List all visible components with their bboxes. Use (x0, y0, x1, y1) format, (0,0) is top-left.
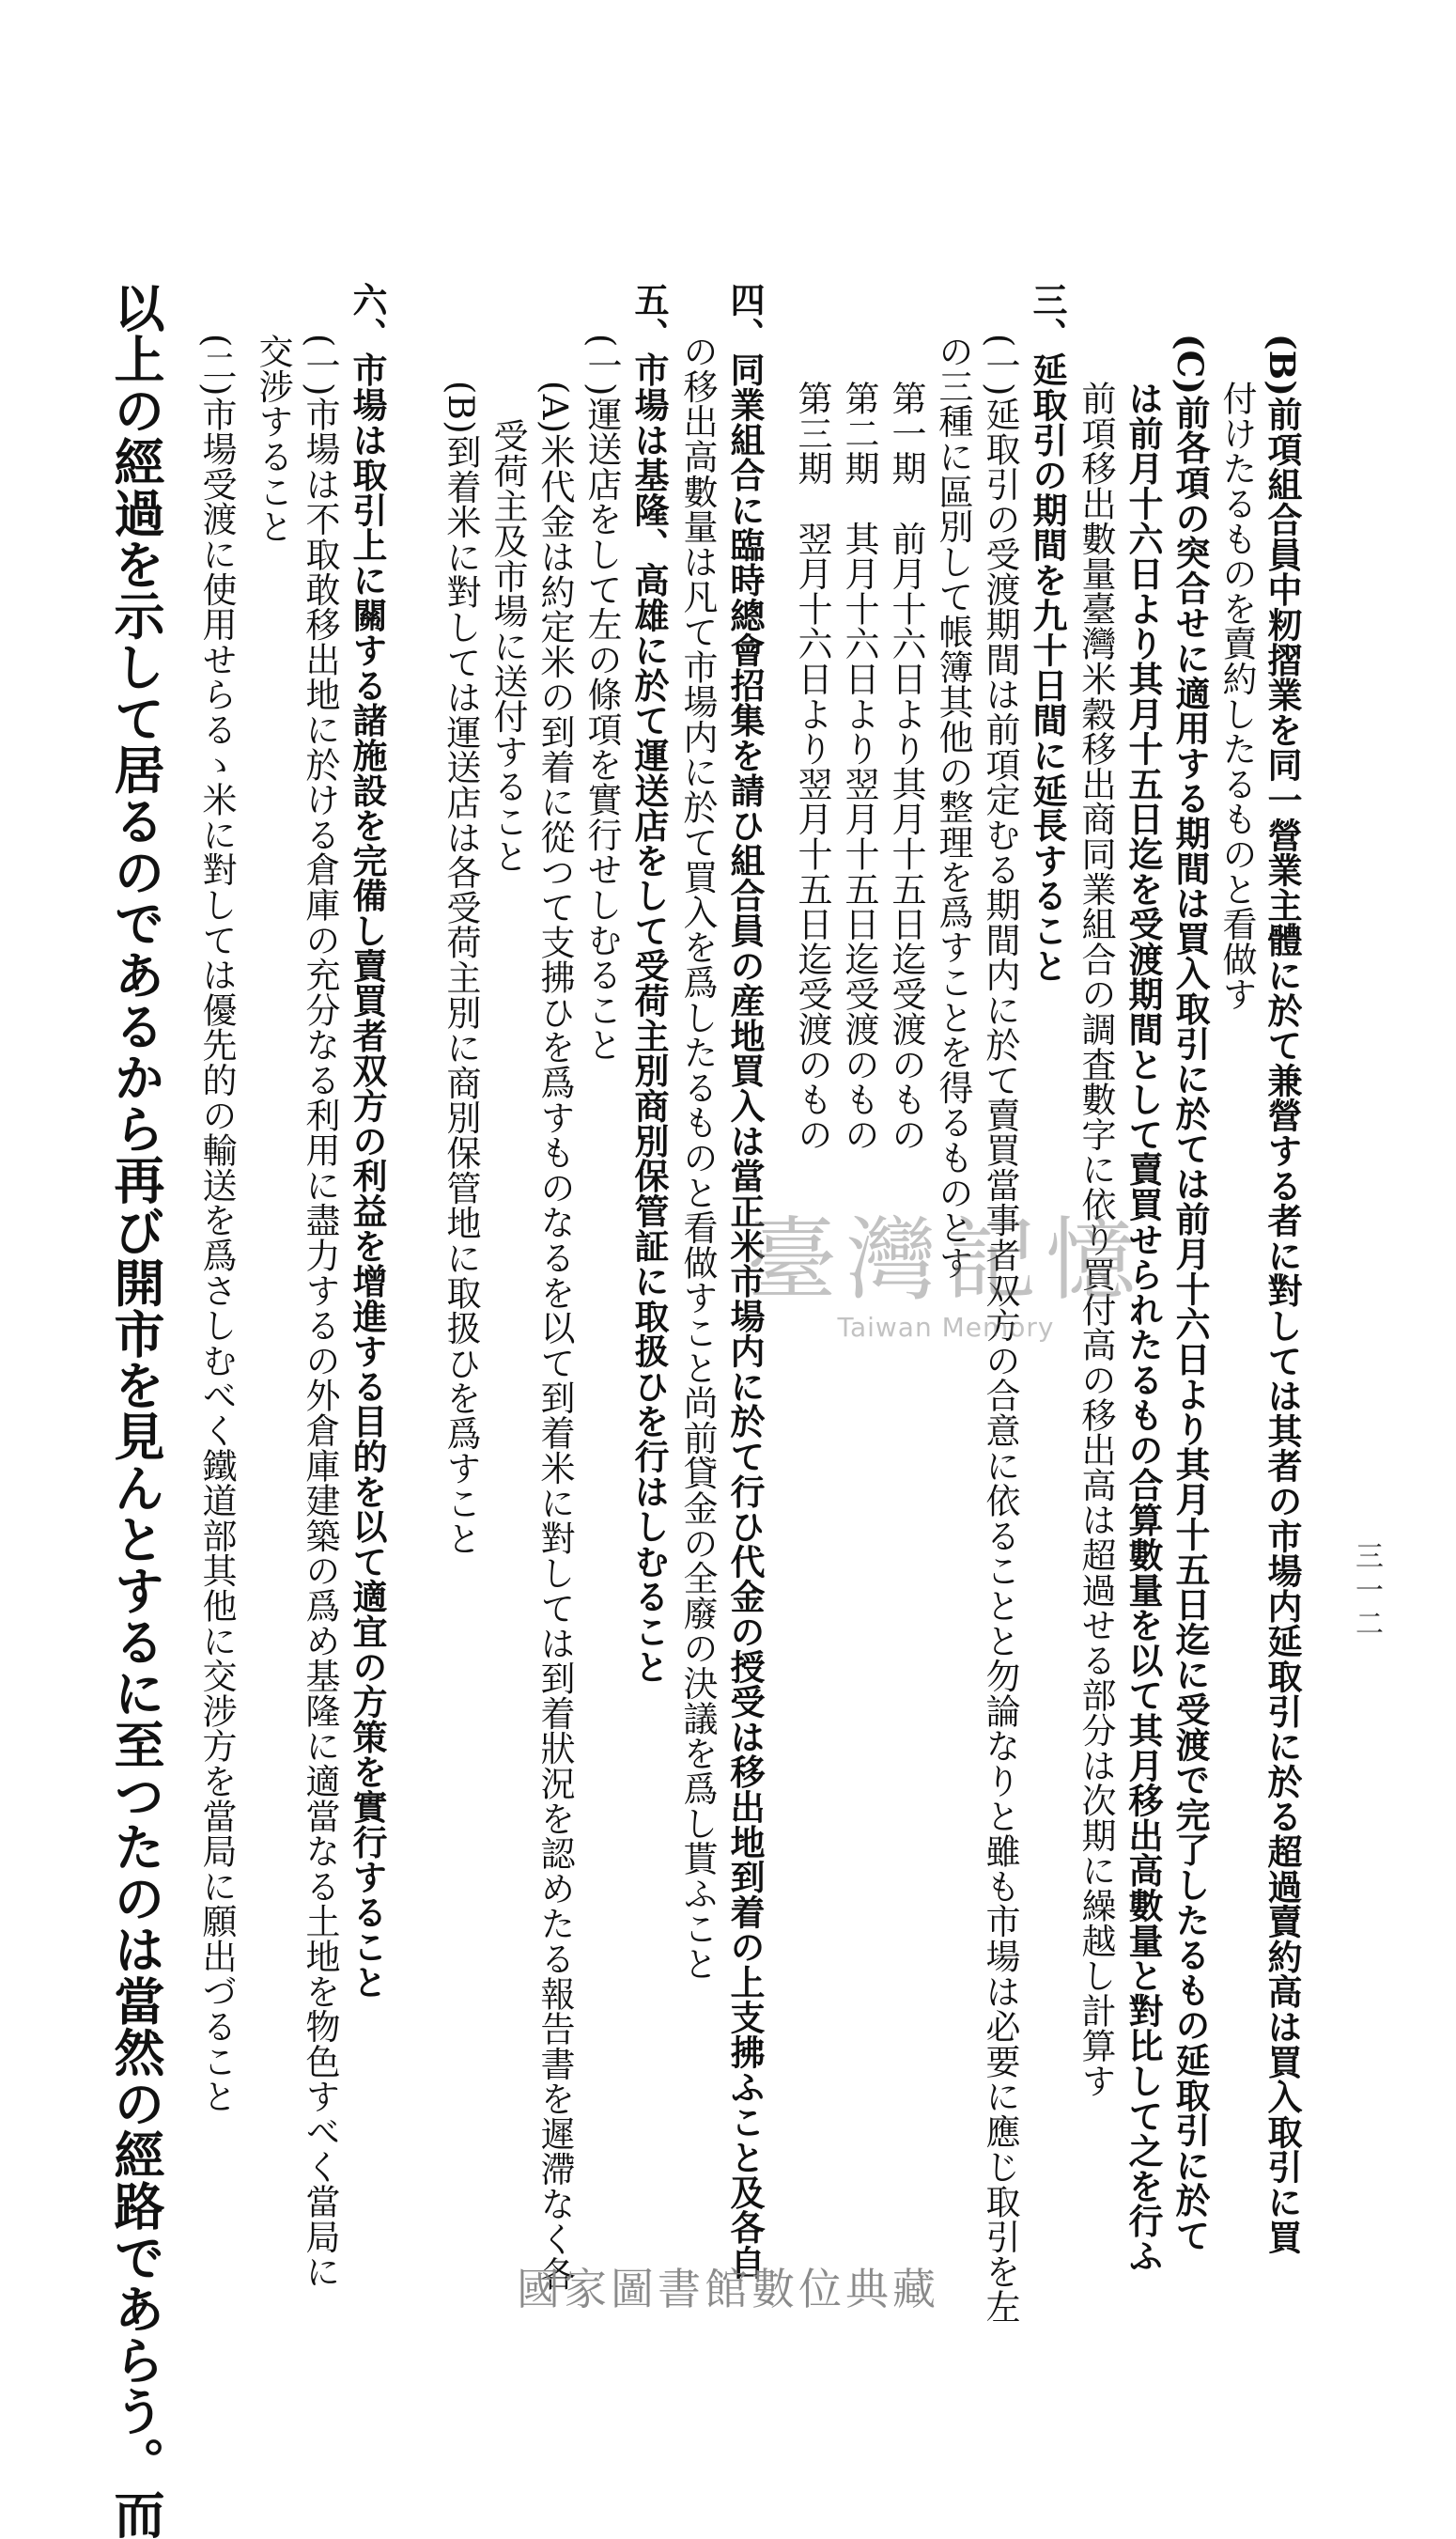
watermark (747, 1189, 1145, 1343)
text-column-3: (C)前各項の突合せに適用する期間は買入取引に於ては前月十六日より其月十五日迄に受渡で完了したるもの延取引に於て (1169, 334, 1211, 2253)
text-column-20: (一)市場は不取敢移出地に於ける倉庫の充分なる利用に盡力するの外倉庫建築の爲め基隆に適當なる土地を物色すべく當局に (300, 334, 340, 2289)
text-column-11: 第三期 翌月十六日より翌月十五日迄受渡のもの (792, 381, 832, 1152)
watermark-title: 臺灣記憶 (747, 1207, 1145, 1313)
text-column-17: 受荷主及市場に送付すること (488, 418, 528, 874)
text-column-13: の移出高數量は凡て市場内に於て買入を爲したるものと看做すこと尚前貸金の全廢の決議を爲し貰ふこと (677, 334, 718, 1982)
text-column-21: 交涉すること (253, 334, 293, 544)
text-column-18: (B)到着米に對しては運送店は各受荷主別に商別保管地に取扱ひを爲すこと (441, 381, 481, 1556)
text-column-22: (二)市場受渡に使用せらるゝ米に對しては優先的の輸送を爲さしむべく鐵道部其他に交涉方を當局に願出づること (196, 334, 237, 2114)
text-column-15: (一)運送店をして左の條項を實行せしむること (581, 334, 622, 1063)
text-column-5: 前項移出數量臺灣米穀移出商同業組合の調査數字に依り買付高の移出高は超過せる部分は次期に繰越し計算す (1076, 381, 1116, 2098)
text-column-8: の三種に區別して帳簿其他の整理を爲すことを得るものとす (933, 334, 973, 1281)
text-column-6: 三、延取引の期間を九十日間に延長すること (1027, 282, 1068, 983)
text-column-14: 五、市場は基隆、高雄に於て運送店をして受荷主別商別保管証に取扱ひを行はしむること (628, 282, 670, 1684)
text-column-1: (B)前項組合員中籾摺業を同一營業主體に於て兼營する者に對しては其者の市場内延取引に於る超過賣約高は買入取引に買 (1262, 334, 1303, 2255)
text-column-4: は前月十六日より其月十五日迄を受渡期間として賣買せられたるもの合算數量を以て其月移出高數量と對比して之を行ふ (1123, 381, 1164, 2274)
text-column-19: 六、市場は取引上に關する諸施設を完備し賣買者双方の利益を增進する目的を以て適宜の方策を實行すること (347, 282, 388, 2000)
text-column-7: (一)延取引の受渡期間は前項定むる期間内に於て賣買當事者双方の合意に依ることと勿論なりと雖も市場は必要に應じ取引を左 (980, 334, 1020, 2325)
footer-credit: 國家圖書館數位典藏 (517, 2264, 939, 2314)
text-column-12: 四、同業組合に臨時總會招集を請ひ組合員の産地買入は當正米市場内に於て行ひ代金の授受は移出地到着の上支拂ふこと及各自 (724, 282, 766, 2281)
text-column-2: 付けたるものを賣約したるものと看做す (1216, 381, 1257, 1012)
page-number: 三一二 (1350, 1541, 1383, 1643)
text-column-10: 第二期 其月十六日より翌月十五日迄受渡のもの (839, 381, 879, 1152)
text-column-16: (A)米代金は約定米の到着に從つて支拂ひを爲すものなるを以て到着米に對しては到着狀況を認めたる報告書を遲滯なく各 (534, 381, 575, 2292)
watermark-subtitle: Taiwan Memory (837, 1312, 1055, 1343)
text-column-9: 第一期 前月十六日より其月十五日迄受渡のもの (886, 381, 926, 1152)
text-column-23: 以上の經過を示して居るのであるから再び開市を見んとするに至つたのは當然の經路であらう。而 (106, 282, 166, 2539)
